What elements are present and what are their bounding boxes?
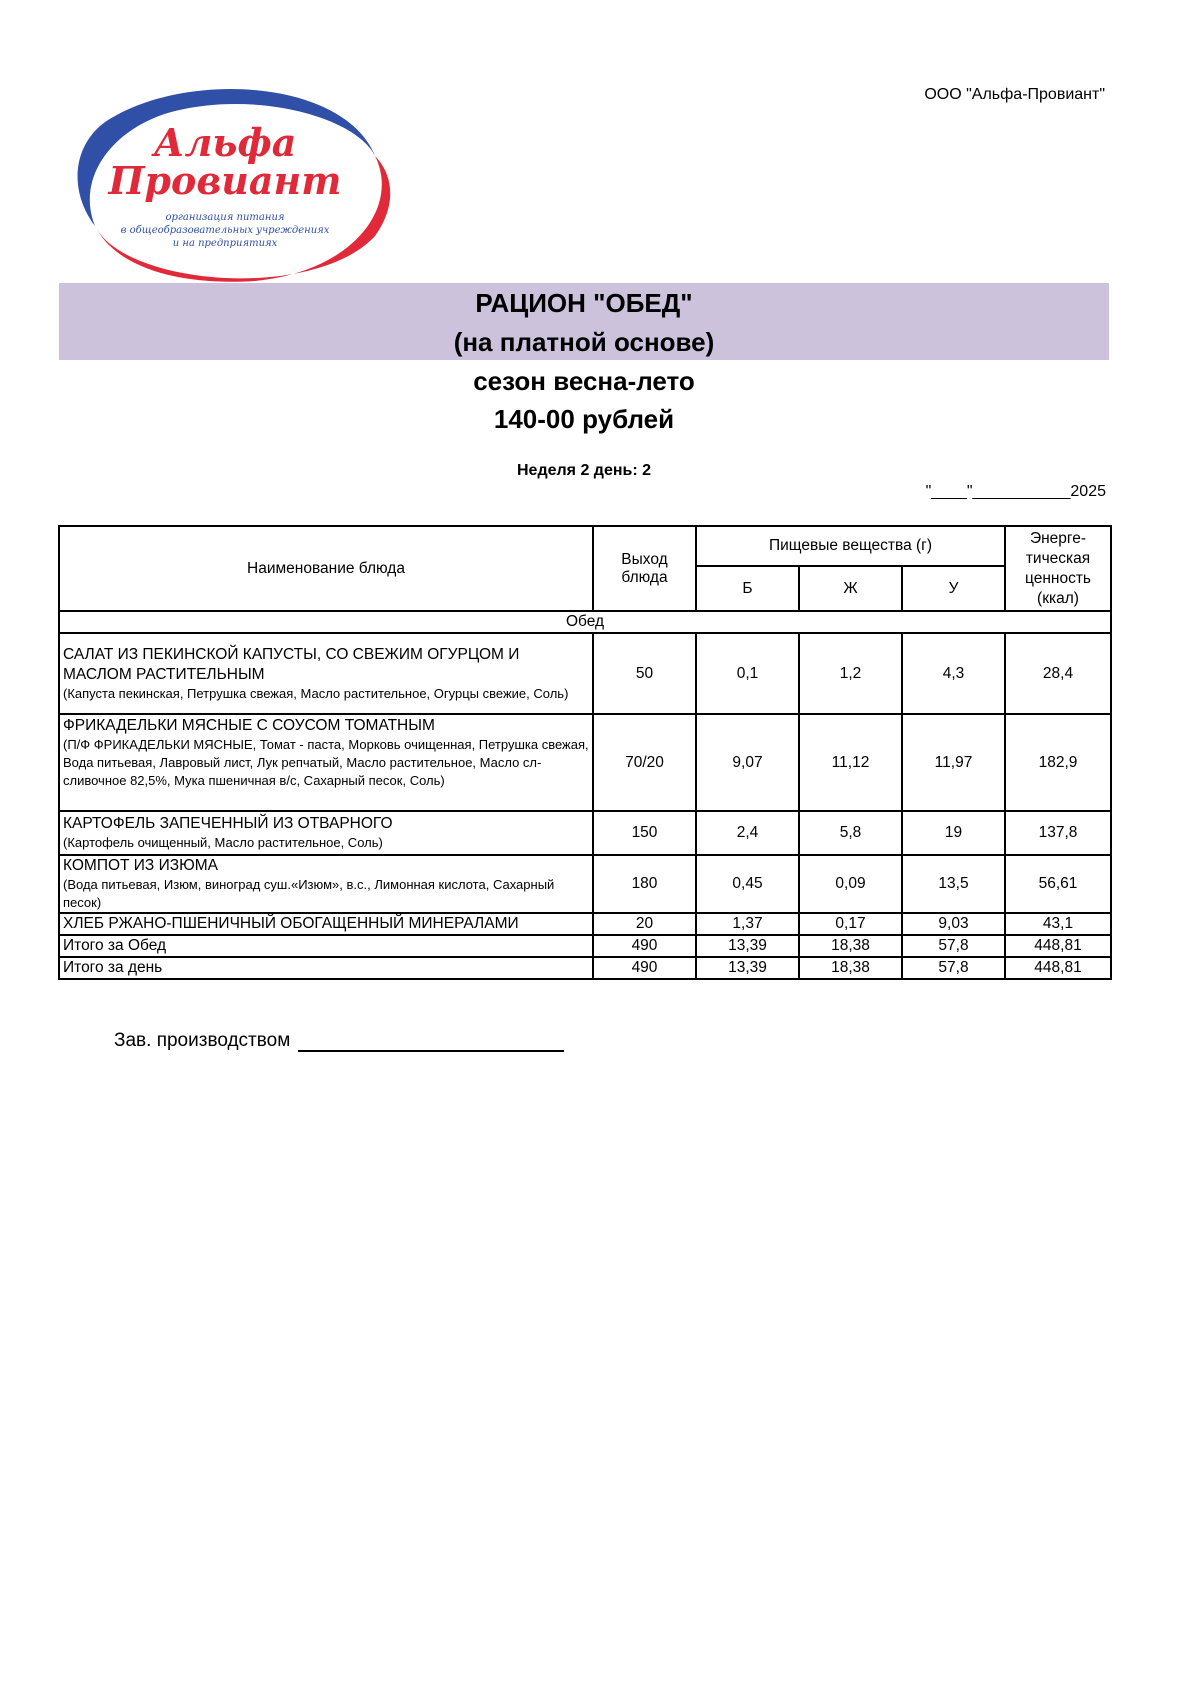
dish-protein: 1,37	[696, 913, 799, 935]
ration-price: 140-00 рублей	[493, 404, 675, 434]
total-fat: 18,38	[799, 957, 902, 979]
ration-title: РАЦИОН "ОБЕД"	[475, 288, 693, 318]
dish-protein: 2,4	[696, 811, 799, 855]
header-energy: Энерге-тическая ценность (ккал)	[1005, 526, 1111, 611]
total-carbs: 57,8	[902, 957, 1005, 979]
dish-protein: 0,1	[696, 633, 799, 714]
ration-basis: (на платной основе)	[453, 327, 715, 357]
dish-kcal: 137,8	[1005, 811, 1111, 855]
dish-carbs: 13,5	[902, 855, 1005, 913]
dish-fat: 0,17	[799, 913, 902, 935]
dish-name: ХЛЕБ РЖАНО-ПШЕНИЧНЫЙ ОБОГАЩЕННЫЙ МИНЕРАЛАМИ	[63, 915, 519, 932]
total-carbs: 57,8	[902, 935, 1005, 957]
document-date: "____"___________2025	[925, 483, 1106, 500]
total-kcal: 448,81	[1005, 957, 1111, 979]
dish-yield: 20	[593, 913, 696, 935]
dish-carbs: 11,97	[902, 714, 1005, 811]
dish-name: ФРИКАДЕЛЬКИ МЯСНЫЕ С СОУСОМ ТОМАТНЫМ	[63, 717, 435, 734]
dish-name: САЛАТ ИЗ ПЕКИНСКОЙ КАПУСТЫ, СО СВЕЖИМ ОГУРЦОМ И МАСЛОМ РАСТИТЕЛЬНЫМ	[63, 645, 520, 683]
dish-kcal: 182,9	[1005, 714, 1111, 811]
table-row	[59, 913, 1111, 935]
dish-composition: (Картофель очищенный, Масло растительное, Соль)	[63, 835, 383, 850]
dish-yield: 50	[593, 633, 696, 714]
header-dish-name: Наименование блюда	[59, 526, 593, 611]
dish-fat: 5,8	[799, 811, 902, 855]
dish-composition: (Вода питьевая, Изюм, виноград суш.«Изюм», в.с., Лимонная кислота, Сахарный песок)	[63, 877, 555, 910]
dish-carbs: 4,3	[902, 633, 1005, 714]
dish-composition: (Капуста пекинская, Петрушка свежая, Масло растительное, Огурцы свежие, Соль)	[63, 685, 569, 701]
table-row	[59, 714, 1111, 811]
dish-yield: 150	[593, 811, 696, 855]
table-row	[59, 633, 1111, 714]
svg-text:организация питания: организация питания	[165, 212, 285, 223]
total-row-lunch	[59, 935, 1111, 957]
signature-label: Зав. производством	[114, 1030, 291, 1051]
total-kcal: 448,81	[1005, 935, 1111, 957]
dish-carbs: 9,03	[902, 913, 1005, 935]
dish-fat: 11,12	[799, 714, 902, 811]
dish-name: КОМПОТ ИЗ ИЗЮМА	[63, 857, 219, 874]
signature-block	[114, 1030, 564, 1052]
table-row	[59, 811, 1111, 855]
svg-text:Провиант: Провиант	[108, 158, 342, 203]
table-row	[59, 855, 1111, 913]
menu-table	[58, 525, 1112, 980]
company-name: ООО "Альфа-Провиант"	[924, 86, 1105, 103]
total-fat: 18,38	[799, 935, 902, 957]
dish-kcal: 43,1	[1005, 913, 1111, 935]
dish-carbs: 19	[902, 811, 1005, 855]
total-yield: 490	[593, 935, 696, 957]
svg-text:в общеобразовательных учрежден: в общеобразовательных учреждениях	[120, 225, 330, 236]
header-fat: Ж	[799, 566, 902, 611]
total-protein: 13,39	[696, 957, 799, 979]
signature-line	[298, 1030, 564, 1052]
dish-protein: 0,45	[696, 855, 799, 913]
dish-name: КАРТОФЕЛЬ ЗАПЕЧЕННЫЙ ИЗ ОТВАРНОГО	[63, 815, 393, 832]
total-protein: 13,39	[696, 935, 799, 957]
svg-text:Альфа: Альфа	[153, 120, 297, 165]
total-label: Итого за Обед	[59, 935, 593, 957]
dish-yield: 180	[593, 855, 696, 913]
week-day: Неделя 2 день: 2	[516, 462, 652, 479]
dish-composition: (П/Ф ФРИКАДЕЛЬКИ МЯСНЫЕ, Томат - паста, Морковь очищенная, Петрушка свежая, Вода питьевая, Лавровый лист, Лук репчатый, Масло растительное, Масло сл-сливочное 82,5%, Мука пшеничная в/с, Сахарный песок, Соль)	[63, 737, 589, 788]
section-title: Обед	[59, 611, 1111, 633]
header-yield: Выход блюда	[593, 526, 696, 611]
dish-fat: 1,2	[799, 633, 902, 714]
dish-kcal: 28,4	[1005, 633, 1111, 714]
svg-text:и на предприятиях: и на предприятиях	[172, 238, 278, 249]
header-protein: Б	[696, 566, 799, 611]
dish-kcal: 56,61	[1005, 855, 1111, 913]
dish-fat: 0,09	[799, 855, 902, 913]
alfa-proviant-logo	[55, 86, 395, 291]
header-nutrients: Пищевые вещества (г)	[696, 526, 1005, 566]
ration-season: сезон весна-лето	[473, 366, 695, 396]
header-carbs: У	[902, 566, 1005, 611]
dish-yield: 70/20	[593, 714, 696, 811]
dish-protein: 9,07	[696, 714, 799, 811]
total-label: Итого за день	[59, 957, 593, 979]
total-row-day	[59, 957, 1111, 979]
total-yield: 490	[593, 957, 696, 979]
